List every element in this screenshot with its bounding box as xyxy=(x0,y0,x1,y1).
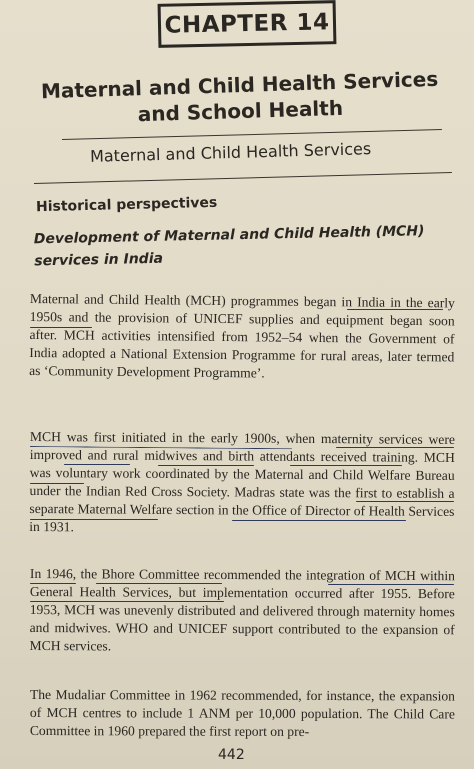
pen-underline xyxy=(30,601,224,602)
pen-underline xyxy=(328,584,454,585)
chapter-title-line2: and School Health xyxy=(137,95,344,127)
pen-underline xyxy=(232,520,406,521)
chapter-title-line1: Maternal and Child Health Services xyxy=(40,66,439,104)
pen-underline xyxy=(30,583,76,584)
paragraph-1: Maternal and Child Health (MCH) programmes began in India in the early 1950s and the provision of UNICEF supplies and equipment began soon after. MCH activities intensified from 1952–54 when the Government of India adopted a National Extension Programme for rural areas, later termed as ‘Community Development Programme’. xyxy=(29,290,455,381)
section-rule-top xyxy=(62,129,442,140)
pen-underline xyxy=(158,465,254,466)
pen-underline xyxy=(96,583,222,584)
pen-underline xyxy=(336,447,454,448)
sub-heading: Historical perspectives xyxy=(35,194,218,216)
pen-underline xyxy=(64,464,130,465)
pen-underline xyxy=(30,327,92,328)
pen-underline xyxy=(347,309,443,310)
chapter-label-box xyxy=(158,0,337,48)
section-rule-bottom xyxy=(34,172,452,184)
paragraph-2: MCH was first initiated in the early 1900s, when maternity services were improved and rural midwives and birth attendants received training. MCH was voluntary work coordinated by the Maternal and Child Welfare Bureau under the Indian Red Cross Society. Madras state was the first to establish a separate Maternal Welfare section in the Office of Director of Health Services in 1931. xyxy=(29,428,455,535)
page-number: 442 xyxy=(218,747,245,763)
pen-underline xyxy=(356,501,454,502)
chapter-title xyxy=(29,65,450,130)
paragraph-3: In 1946, the Bhore Committee recommended the integration of MCH within General Health Services, but implementation occurred after 1955. Before 1953, MCH was unevenly distributed and delivered through maternity homes and midwives. WHO and UNICEF support contributed to the expansion of MCH services. xyxy=(29,566,455,654)
pen-underline xyxy=(30,483,84,484)
section-heading: Maternal and Child Health Services xyxy=(89,139,372,166)
pen-underline xyxy=(290,465,402,466)
chapter-label: CHAPTER 14 xyxy=(164,9,330,39)
paragraph-4: The Mudaliar Committee in 1962 recommended, for instance, the expansion of MCH centres to include 1 ANM per 10,000 population. The Child Care Committee in 1960 prepared the first report on pre- xyxy=(29,687,455,739)
subsub-heading: Development of Maternal and Child Health (MCH) services in India xyxy=(33,223,425,270)
pen-underline xyxy=(30,519,158,520)
